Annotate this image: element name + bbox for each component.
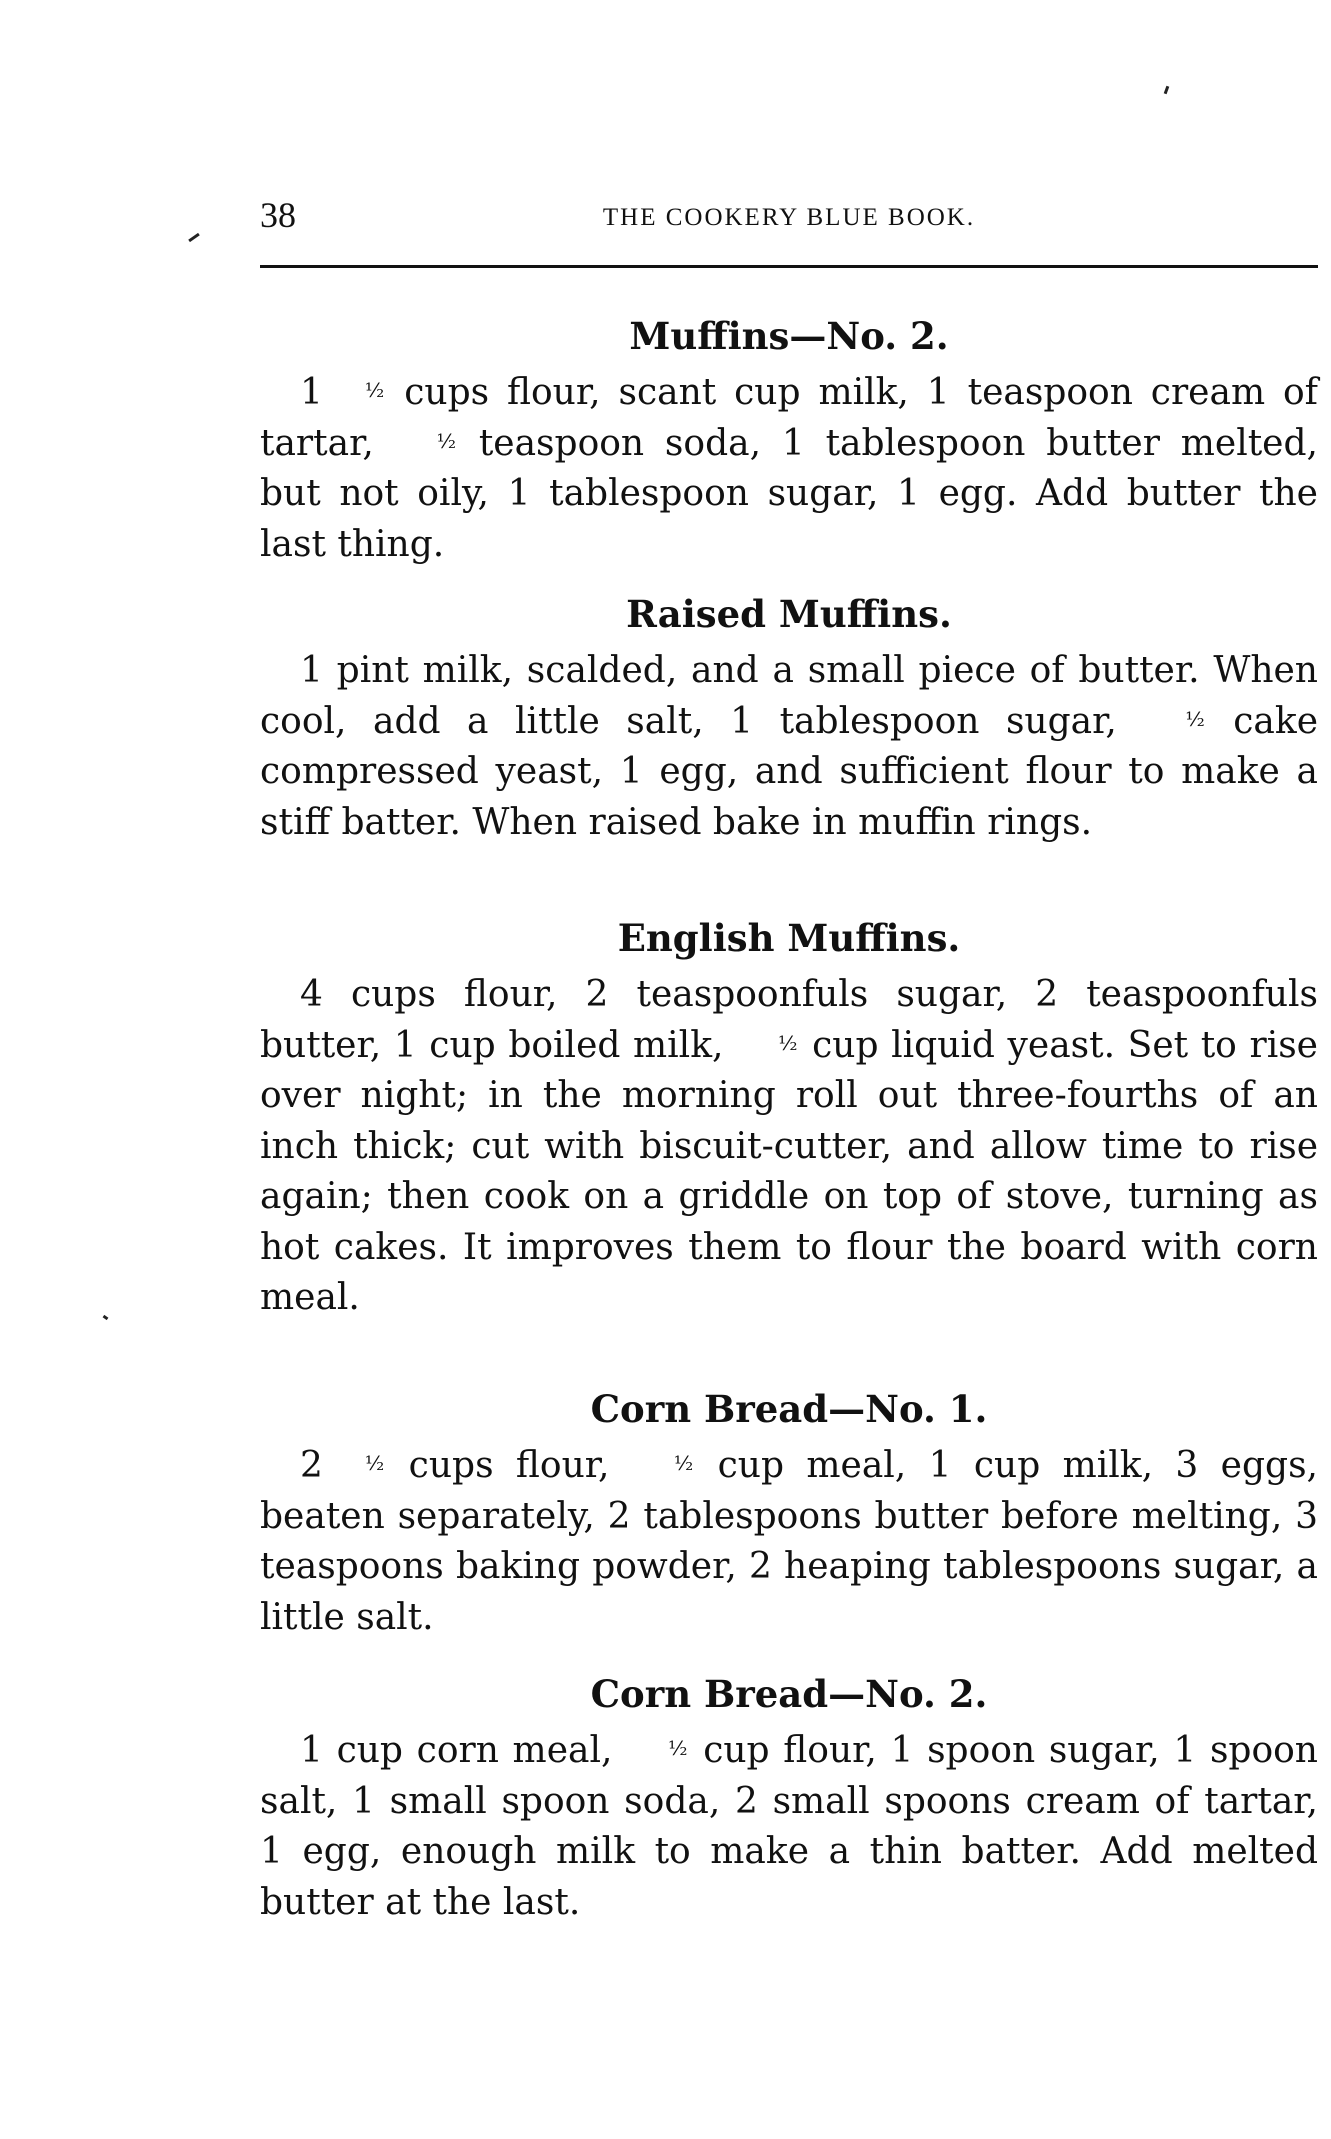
recipe-title: Raised Muffins. xyxy=(626,592,952,636)
recipe-corn-bread-no-1 xyxy=(260,1385,1318,1643)
recipe-english-muffins xyxy=(260,914,1318,1324)
recipe-title: Muffins—No. 2. xyxy=(629,314,949,358)
recipe-title: Corn Bread—No. 1. xyxy=(590,1387,988,1431)
fraction: ½ xyxy=(364,1451,385,1475)
header-rule xyxy=(260,265,1318,268)
running-head xyxy=(260,190,1318,238)
recipe-text: 1 cup corn meal, ½ cup flour, 1 spoon sugar, 1 spoon salt, 1 small spoon soda, 2 small spoons cream of tartar, 1 egg, enough milk to make a thin batter. Add melted butter at the last. xyxy=(260,1730,1318,1923)
page-number: 38 xyxy=(260,195,296,235)
fraction: ½ xyxy=(364,378,385,402)
fraction: ½ xyxy=(778,1030,798,1055)
recipe-text: 1 pint milk, scalded, and a small piece of butter. When cool, add a little salt, 1 tablespoon sugar, ½ cake compressed yeast, 1 egg, and sufficient flour to make a stiff batter. When raised bake in muffin rings. xyxy=(260,650,1318,843)
fraction: ½ xyxy=(436,428,456,453)
recipe-raised-muffins xyxy=(260,590,1318,848)
recipe-muffins-no-2 xyxy=(260,312,1318,570)
fraction: ½ xyxy=(673,1451,694,1475)
print-speck xyxy=(103,1315,109,1320)
page xyxy=(260,190,1318,238)
book-title: THE COOKERY BLUE BOOK. xyxy=(602,204,976,231)
recipe-text: 2 ½ cups flour, ½ cup meal, 1 cup milk, 3 eggs, beaten separately, 2 tablespoons butter before melting, 3 teaspoons baking powder, 2 heaping tablespoons sugar, a little salt. xyxy=(260,1445,1318,1638)
recipe-title: English Muffins. xyxy=(617,916,961,960)
recipe-text: 1 ½ cups flour, scant cup milk, 1 teaspoon cream of tartar, ½ teaspoon soda, 1 tablespoon butter melted, but not oily, 1 tablespoon sugar, 1 egg. Add butter the last thing. xyxy=(260,372,1318,565)
recipe-text: 4 cups flour, 2 teaspoonfuls sugar, 2 teaspoonfuls butter, 1 cup boiled milk, ½ cup liquid yeast. Set to rise over night; in the morning roll out three-fourths of an inch thick; cut with biscuit-cutter, and allow time to rise again; then cook on a griddle on top of stove, turning as hot cakes. It improves them to flour the board with corn meal. xyxy=(260,974,1318,1318)
recipe-title: Corn Bread—No. 2. xyxy=(590,1672,988,1716)
fraction: ½ xyxy=(668,1736,688,1760)
print-speck xyxy=(188,233,200,242)
print-speck xyxy=(1164,86,1170,95)
fraction: ½ xyxy=(1185,706,1205,731)
recipe-corn-bread-no-2 xyxy=(260,1670,1318,1928)
